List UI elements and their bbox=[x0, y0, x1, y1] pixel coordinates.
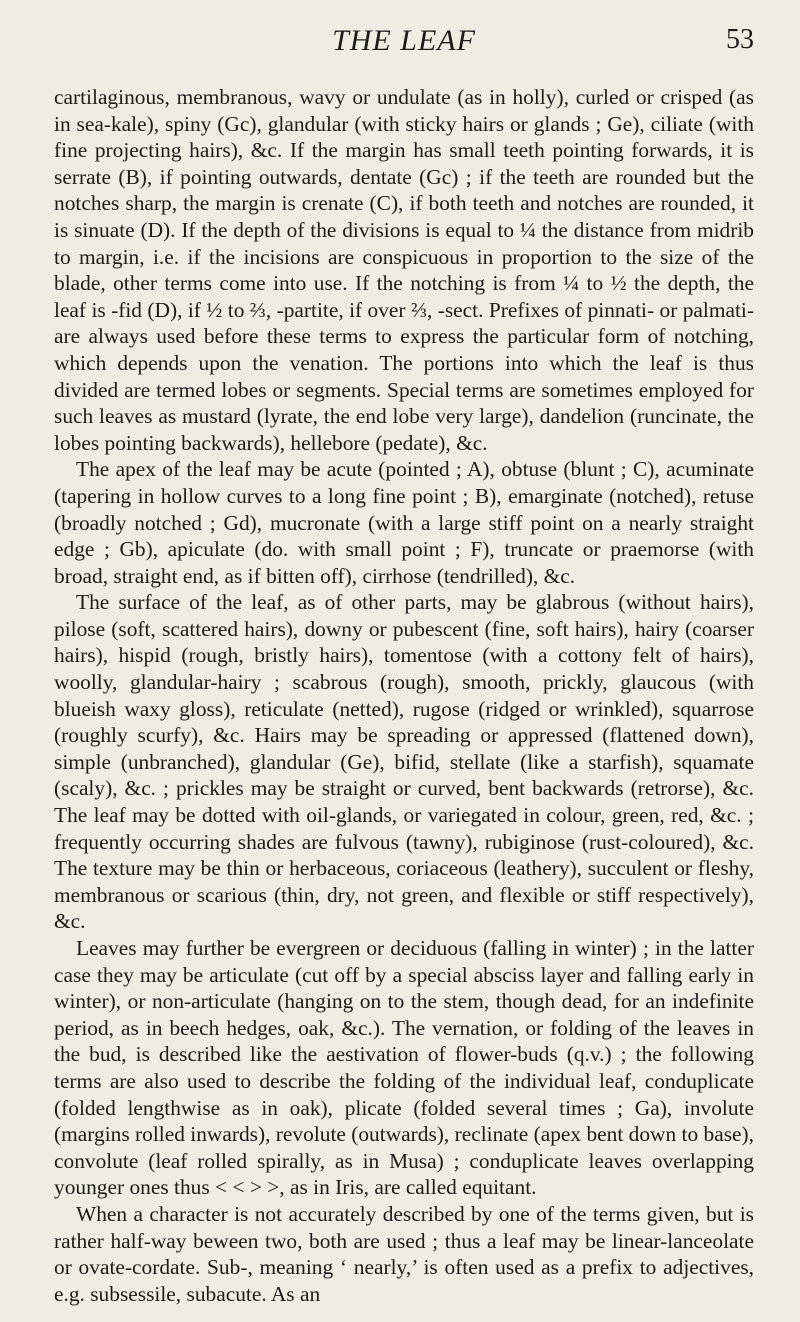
page-number: 53 bbox=[726, 24, 754, 55]
page-title: THE LEAF bbox=[332, 24, 476, 57]
paragraph-intermediate-terms: When a character is not accurately described by one of the terms given, but is rather half-way beween two, both are used ; thus a leaf may be linear-lanceolate or ovate-cordate. Sub-, meaning ‘ nearly,’ is often used as a prefix to adjectives, e.g. subsessile, subacute. As an bbox=[54, 1201, 754, 1306]
body-text bbox=[54, 84, 754, 1307]
paragraph-deciduous: Leaves may further be evergreen or deciduous (falling in winter) ; in the latter case they may be articulate (cut off by a special absciss layer and falling early in winter), or non-articulate (hanging on to the stem, though dead, for an indefinite period, as in beech hedges, oak, &c.). The vernation, or folding of the leaves in the bud, is described like the aestivation of flower-buds (q.v.) ; the following terms are also used to describe the folding of the individual leaf, conduplicate (folded lengthwise as in oak), plicate (folded several times ; Ga), involute (margins rolled inwards), revolute (outwards), reclinate (apex bent down to base), convolute (leaf rolled spirally, as in Musa) ; conduplicate leaves overlapping younger ones thus < < > >, as in Iris, are called equitant. bbox=[54, 936, 754, 1200]
running-head bbox=[54, 20, 754, 60]
paragraph-margin: cartilaginous, membranous, wavy or undulate (as in holly), curled or crisped (as in sea-kale), spiny (Gc), glandular (with sticky hairs or glands ; Ge), ciliate (with fine projecting hairs), &c. If the margin has small teeth pointing forwards, it is serrate (B), if pointing outwards, dentate (Gc) ; if the teeth are rounded but the notches sharp, the margin is crenate (C), if both teeth and notches are rounded, it is sinuate (D). If the depth of the divisions is equal to ¼ the distance from midrib to margin, i.e. if the incisions are conspicuous in proportion to the size of the blade, other terms come into use. If the notching is from ¼ to ½ the depth, the leaf is -fid (D), if ½ to ⅔, -partite, if over ⅔, -sect. Prefixes of pinnati- or palmati- are always used before these terms to express the particular form of notching, which depends upon the venation. The portions into which the leaf is thus divided are termed lobes or segments. Special terms are sometimes employed for such leaves as mustard (lyrate, the end lobe very large), dandelion (runcinate, the lobes pointing backwards), hellebore (pedate), &c. bbox=[54, 85, 754, 455]
paragraph-surface: The surface of the leaf, as of other parts, may be glabrous (without hairs), pilose (soft, scattered hairs), downy or pubescent (fine, soft hairs), hairy (coarser hairs), hispid (rough, bristly hairs), tomentose (with a cottony felt of hairs), woolly, glandular-hairy ; scabrous (rough), smooth, prickly, glaucous (with blueish waxy gloss), reticulate (netted), rugose (ridged or wrinkled), squarrose (roughly scurfy), &c. Hairs may be spreading or appressed (flattened down), simple (unbranched), glandular (Ge), bifid, stellate (like a starfish), squamate (scaly), &c. ; prickles may be straight or curved, bent backwards (retrorse), &c. The leaf may be dotted with oil-glands, or variegated in colour, green, red, &c. ; frequently occurring shades are fulvous (tawny), rubiginose (rust-coloured), &c. The texture may be thin or herbaceous, coriaceous (leathery), succulent or fleshy, membranous or scarious (thin, dry, not green, and flexible or stiff respectively), &c. bbox=[54, 590, 754, 934]
paragraph-apex: The apex of the leaf may be acute (pointed ; A), obtuse (blunt ; C), acuminate (tapering in hollow curves to a long fine point ; B), emarginate (notched), retuse (broadly notched ; Gd), mucronate (with a large stiff point on a nearly straight edge ; Gb), apiculate (do. with small point ; F), truncate or praemorse (with broad, straight end, as if bitten off), cirrhose (tendrilled), &c. bbox=[54, 457, 754, 588]
